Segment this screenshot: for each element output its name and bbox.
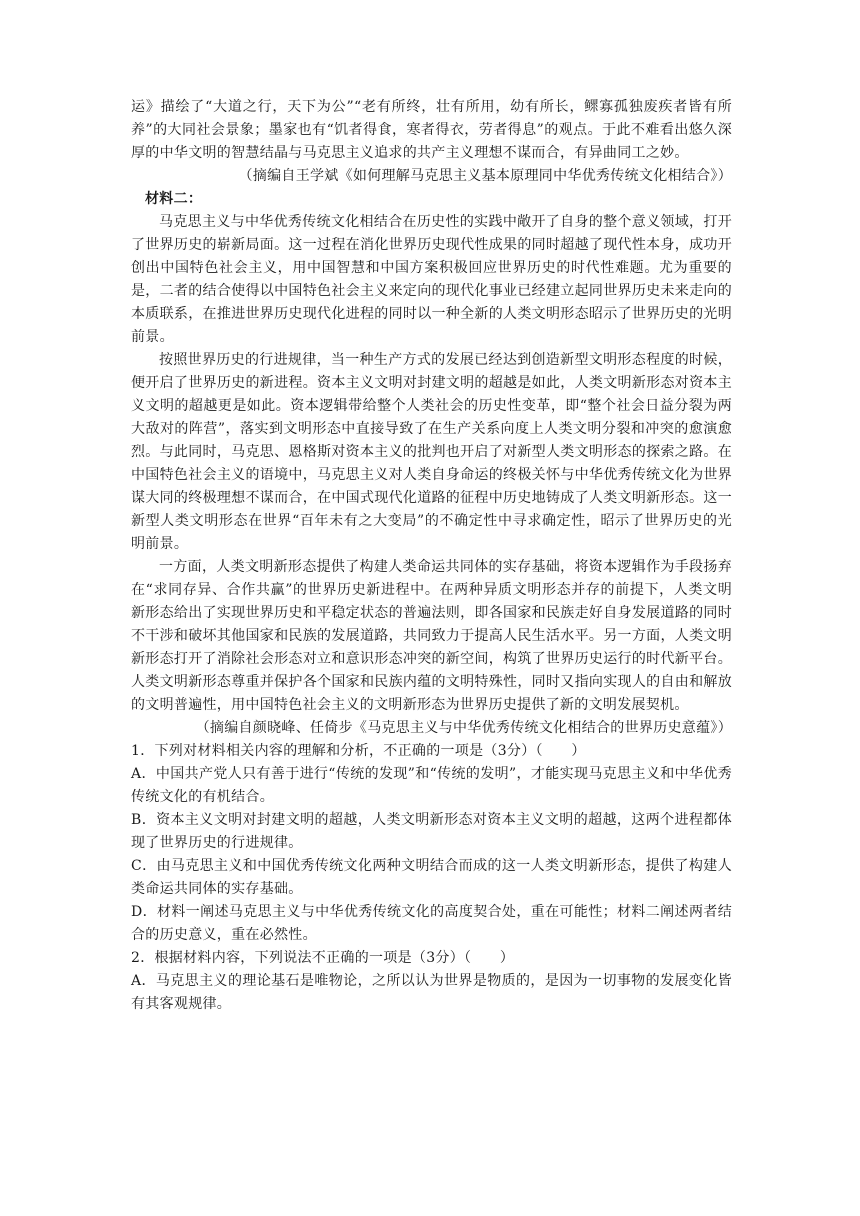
material1-source: （摘编自王学斌《如何理解马克思主义基本原理同中华优秀传统文化相结合》）	[238, 168, 732, 184]
question-1-option-a: A．中国共产党人只有善于进行“传统的发现”和“传统的发明”，才能实现马克思主义和中华优秀传统文化的有机结合。	[131, 766, 732, 805]
question-2-stem: 2．根据材料内容，下列说法不正确的一项是（3分）（ ）	[131, 950, 515, 966]
question-1-stem: 1．下列对材料相关内容的理解和分析，不正确的一项是（3分）（ ）	[131, 743, 586, 759]
material2-paragraph-3: 一方面，人类文明新形态提供了构建人类命运共同体的实存基础，将资本逻辑作为手段扬弃在“求同存异、合作共赢”的世界历史新进程中。在两种异质文明形态并存的前提下，人类文明新形态给出了实现世界历史和平稳定状态的普遍法则，即各国家和民族走好自身发展道路的同时不干涉和破坏其他国家和民族的发展道路，共同致力于提高人民生活水平。另一方面，人类文明新形态打开了消除社会形态对立和意识形态冲突的新空间，构筑了世界历史运行的时代新平台。人类文明新形态尊重并保护各个国家和民族内蕴的文明特殊性，同时又指向实现人的自由和解放的文明普遍性，用中国特色社会主义的文明新形态为世界历史提供了新的文明发展契机。	[131, 559, 732, 713]
question-1-option-b: B．资本主义文明对封建文明的超越，人类文明新形态对资本主义文明的超越，这两个进程都体现了世界历史的行进规律。	[131, 812, 732, 851]
question-1-option-c: C．由马克思主义和中国优秀传统文化两种文明结合而成的这一人类文明新形态，提供了构建人类命运共同体的实存基础。	[131, 858, 732, 897]
material2-heading: 材料二：	[145, 191, 203, 207]
document-page	[131, 96, 732, 1016]
material2-paragraph-2: 按照世界历史的行进规律，当一种生产方式的发展已经达到创造新型文明形态程度的时候，便开启了世界历史的新进程。资本主义文明对封建文明的超越是如此，人类文明新形态对资本主义文明的超越更是如此。资本逻辑带给整个人类社会的历史性变革，即“整个社会日益分裂为两大敌对的阵营”，落实到文明形态中直接导致了在生产关系向度上人类文明分裂和冲突的愈演愈烈。与此同时，马克思、恩格斯对资本主义的批判也开启了对新型人类文明形态的探索之路。在中国特色社会主义的语境中，马克思主义对人类自身命运的终极关怀与中华优秀传统文化为世界谋大同的终极理想不谋而合，在中国式现代化道路的征程中历史地铸成了人类文明新形态。这一新型人类文明形态在世界“百年未有之大变局”的不确定性中寻求确定性，昭示了世界历史的光明前景。	[131, 352, 732, 552]
material1-tail-paragraph: 运》描绘了“大道之行，天下为公”“老有所终，壮有所用，幼有所长，鳏寡孤独废疾者皆有所养”的大同社会景象；墨家也有“饥者得食，寒者得衣，劳者得息”的观点。于此不难看出悠久深厚的中华文明的智慧结晶与马克思主义追求的共产主义理想不谋而合，有异曲同工之妙。	[131, 99, 732, 161]
material2-source: （摘编自颜晓峰、任倚步《马克思主义与中华优秀传统文化相结合的世界历史意蕴》）	[195, 720, 732, 736]
question-2-option-a: A．马克思主义的理论基石是唯物论，之所以认为世界是物质的，是因为一切事物的发展变化皆有其客观规律。	[131, 973, 732, 1012]
material2-paragraph-1: 马克思主义与中华优秀传统文化相结合在历史性的实践中敞开了自身的整个意义领域，打开了世界历史的崭新局面。这一过程在消化世界历史现代性成果的同时超越了现代性本身，成功开创出中国特色社会主义，用中国智慧和中国方案积极回应世界历史的时代性难题。尤为重要的是，二者的结合使得以中国特色社会主义来定向的现代化事业已经建立起同世界历史未来走向的本质联系，在推进世界历史现代化进程的同时以一种全新的人类文明形态昭示了世界历史的光明前景。	[131, 214, 732, 345]
question-1-option-d: D．材料一阐述马克思主义与中华优秀传统文化的高度契合处，重在可能性；材料二阐述两者结合的历史意义，重在必然性。	[131, 904, 732, 943]
